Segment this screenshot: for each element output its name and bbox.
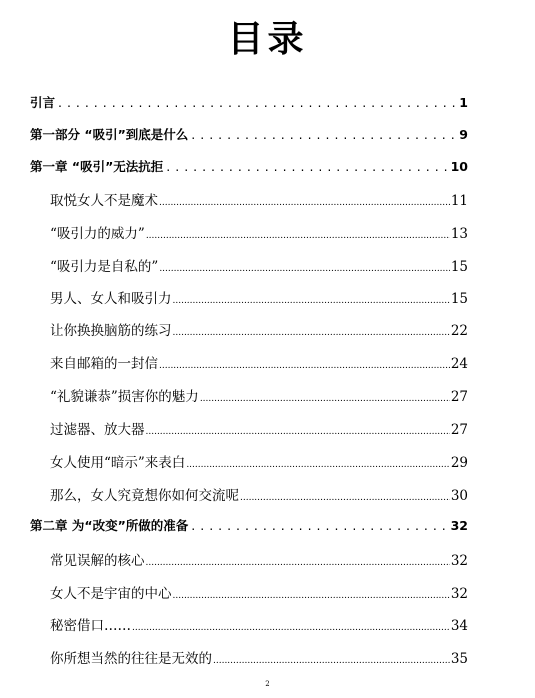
toc-entry-label: 第一章 “吸引”无法抗拒 bbox=[30, 159, 164, 174]
toc-entry-page: 27 bbox=[450, 389, 468, 405]
toc-entry-page: 24 bbox=[450, 356, 468, 372]
toc-entry-label: “吸引力的威力” bbox=[50, 226, 145, 242]
dot-leader bbox=[240, 488, 450, 504]
dot-leader bbox=[173, 586, 450, 602]
toc-entry[interactable] bbox=[50, 451, 468, 471]
toc-entry[interactable] bbox=[50, 189, 468, 209]
dot-leader bbox=[146, 422, 450, 438]
dot-leader bbox=[191, 127, 456, 142]
toc-entry-page: 35 bbox=[450, 651, 468, 667]
toc-entry[interactable] bbox=[50, 319, 468, 339]
toc-entry-label: 女人使用“暗示”来表白 bbox=[50, 455, 186, 471]
toc-entry-page: 1 bbox=[459, 95, 468, 110]
page-number: 2 bbox=[265, 680, 270, 688]
toc-entry[interactable] bbox=[50, 222, 468, 242]
dot-leader bbox=[200, 389, 450, 405]
toc-entry-page: 27 bbox=[450, 422, 468, 438]
toc-entry[interactable] bbox=[50, 484, 468, 504]
toc-entry-page: 32 bbox=[450, 518, 468, 533]
dot-leader bbox=[159, 259, 450, 275]
toc-entry-label: 让你换换脑筋的练习 bbox=[50, 323, 172, 339]
toc-entry-page: 32 bbox=[450, 586, 468, 602]
dot-leader bbox=[146, 226, 450, 242]
toc-entry-label: 常见误解的核心 bbox=[50, 553, 145, 569]
toc-entry-label: 男人、女人和吸引力 bbox=[50, 291, 172, 307]
toc-entry-label: 第一部分 “吸引”到底是什么 bbox=[30, 127, 189, 142]
toc-entry[interactable] bbox=[30, 93, 468, 111]
toc-entry-page: 9 bbox=[459, 127, 468, 142]
toc-entry-page: 13 bbox=[450, 226, 468, 242]
toc-entry[interactable] bbox=[50, 385, 468, 405]
toc-entry-label: “吸引力是自私的” bbox=[50, 259, 159, 275]
toc-entry-page: 29 bbox=[450, 455, 468, 471]
toc-entry-label: 来自邮箱的一封信 bbox=[50, 356, 158, 372]
dot-leader bbox=[173, 323, 450, 339]
toc-entry-page: 11 bbox=[450, 193, 468, 209]
toc-entry-label: 女人不是宇宙的中心 bbox=[50, 586, 172, 602]
toc-entry[interactable] bbox=[50, 287, 468, 307]
toc-entry-page: 10 bbox=[450, 159, 468, 174]
toc-entry-page: 15 bbox=[450, 259, 468, 275]
toc-entry-label: 那么，女人究竟想你如何交流呢 bbox=[50, 488, 239, 504]
toc-entry-label: 过滤器、放大器 bbox=[50, 422, 145, 438]
toc-entry[interactable] bbox=[30, 157, 468, 175]
toc-entry[interactable] bbox=[30, 125, 468, 143]
toc-entry[interactable] bbox=[50, 647, 468, 667]
toc-entry-label: 取悦女人不是魔术 bbox=[50, 193, 158, 209]
dot-leader bbox=[146, 553, 450, 569]
toc-entry-label: 秘密借口…… bbox=[50, 618, 131, 634]
toc-entry[interactable] bbox=[30, 516, 468, 534]
toc-entry[interactable] bbox=[50, 255, 468, 275]
toc-entry-page: 22 bbox=[450, 323, 468, 339]
dot-leader bbox=[132, 618, 450, 634]
toc-entry-page: 34 bbox=[450, 618, 468, 634]
dot-leader bbox=[166, 159, 447, 174]
toc-entry-label: 引言 bbox=[30, 95, 56, 110]
page-title: 目录 bbox=[227, 19, 308, 60]
toc-entry-label: “礼貌谦恭”损害你的魅力 bbox=[50, 389, 199, 405]
dot-leader bbox=[213, 651, 450, 667]
dot-leader bbox=[159, 193, 450, 209]
toc-entry-page: 30 bbox=[450, 488, 468, 504]
dot-leader bbox=[191, 518, 447, 533]
toc-entry[interactable] bbox=[50, 582, 468, 602]
toc-entry-label: 你所想当然的往往是无效的 bbox=[50, 651, 212, 667]
dot-leader bbox=[186, 455, 450, 471]
toc-entry[interactable] bbox=[50, 352, 468, 372]
toc-entry[interactable] bbox=[50, 418, 468, 438]
toc-entry[interactable] bbox=[50, 614, 468, 634]
dot-leader bbox=[159, 356, 450, 372]
dot-leader bbox=[58, 95, 456, 110]
toc-entry[interactable] bbox=[50, 549, 468, 569]
toc-entry-page: 32 bbox=[450, 553, 468, 569]
toc-entry-label: 第二章 为“改变”所做的准备 bbox=[30, 518, 189, 533]
dot-leader bbox=[173, 291, 450, 307]
toc-entry-page: 15 bbox=[450, 291, 468, 307]
